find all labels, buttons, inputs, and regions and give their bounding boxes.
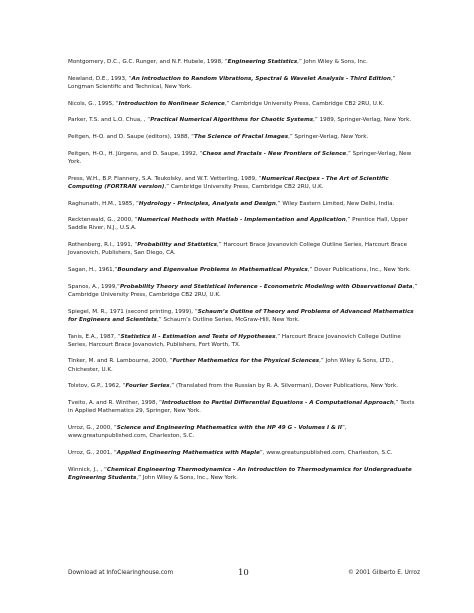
- reference-post: ,” Dover Publications, Inc., New York.: [307, 267, 411, 274]
- reference-title: Further Mathematics for the Physical Sciences: [172, 358, 320, 365]
- reference-title: Introduction to Partial Differential Equations - A Computational Approach: [161, 400, 394, 407]
- reference-entry: [68, 424, 420, 440]
- reference-post: ,” Springer-Verlag, New York.: [68, 150, 412, 165]
- reference-entry: [68, 333, 420, 349]
- reference-pre: Press, W.H., B.P. Flannery, S.A. Teukolsky, and W.T. Vetterling, 1989, “: [68, 175, 262, 182]
- reference-title: Hydrology - Principles, Analysis and Design: [138, 200, 276, 207]
- reference-entry: [68, 133, 420, 141]
- reference-title: Probability Theory and Statistical Inference - Econometric Modeling with Observational Data: [119, 283, 413, 290]
- reference-title: An Introduction to Random Vibrations, Spectral & Wavelet Analysis - Third Edition: [131, 75, 391, 82]
- reference-post: ,” Prentice Hall, Upper Saddle River, N.J., U.S.A.: [68, 217, 408, 232]
- reference-entry: [68, 283, 420, 299]
- reference-entry: [68, 58, 420, 66]
- reference-pre: Sagan, H., 1961,“: [68, 267, 118, 274]
- reference-entry: [68, 266, 420, 274]
- reference-entry: [68, 175, 420, 191]
- page-footer: [68, 568, 420, 580]
- reference-post: ,” Schaum’s Outline Series, McGraw-Hill, New York.: [156, 316, 300, 323]
- reference-post: ”, www.greatunpublished.com, Charleston, S.C.: [68, 424, 347, 440]
- reference-post: ,” Longman Scientific and Technical, New York.: [68, 75, 396, 90]
- reference-entry: [68, 308, 420, 324]
- reference-title: Introduction to Nonlinear Science: [118, 100, 225, 107]
- reference-entry: [68, 75, 420, 91]
- reference-title: Boundary and Eigenvalue Problems in Mathematical Physics: [117, 267, 308, 274]
- reference-entry: [68, 116, 420, 124]
- footer-copyright: © 2001 Gilberto E. Urroz: [348, 570, 420, 576]
- reference-post: ,” Texts in Applied Mathematics 29, Springer, New York.: [68, 400, 415, 415]
- reference-post: ,” Cambridge University Press, Cambridge CB2 2RU, U.K.: [68, 283, 418, 298]
- reference-entry: [68, 241, 420, 257]
- reference-pre: Winnick, J., , “: [68, 466, 107, 473]
- reference-post: ,” Wiley Eastern Limited, New Delhi, India.: [275, 200, 395, 207]
- reference-entry: [68, 200, 420, 208]
- reference-title: Science and Engineering Mathematics with the HP 49 G - Volumes I & II: [116, 424, 342, 431]
- reference-pre: Spiegel, M. R., 1971 (second printing, 1999), “: [68, 308, 198, 315]
- reference-title: Chaos and Fractals - New Frontiers of Science: [202, 150, 347, 157]
- reference-title: Fourier Series: [125, 383, 170, 390]
- reference-pre: Tanis, E.A., 1987, “: [68, 333, 121, 340]
- reference-pre: Rothenberg, R.I., 1991, “: [68, 242, 138, 249]
- reference-post: ,” (Translated from the Russian by R. A. Silverman), Dover Publications, New York.: [169, 383, 398, 390]
- reference-post: ”, www.greatunpublished.com, Charleston, S.C.: [259, 449, 393, 456]
- reference-entry: [68, 466, 420, 482]
- reference-post: ,” John Wiley & Sons, Inc.: [297, 59, 368, 65]
- reference-pre: Nicols, G., 1995, “: [68, 100, 119, 107]
- reference-pre: Tveito, A. and R. Winther, 1998, “: [68, 400, 162, 407]
- reference-pre: Urroz, G., 2000, “: [68, 424, 117, 431]
- reference-pre: Newland, D.E., 1993, “: [68, 75, 132, 82]
- reference-pre: Raghunath, H.M., 1985, “: [68, 200, 139, 207]
- reference-pre: Urroz, G., 2001, “: [68, 449, 117, 456]
- reference-title: Applied Engineering Mathematics with Maple: [116, 449, 260, 456]
- reference-post: ,” Springer-Verlag, New York.: [288, 134, 369, 141]
- reference-entry: [68, 216, 420, 232]
- reference-entry: [68, 449, 420, 457]
- reference-entry: [68, 150, 420, 166]
- reference-title: Schaum’s Outline of Theory and Problems of Advanced Mathematics for Engineers and Scientists: [68, 308, 414, 323]
- reference-post: ,” Harcourt Brace Jovanovich College Outline Series, Harcourt Brace Jovanovich, Publishers, San Diego, CA.: [68, 242, 408, 257]
- page-number: 10: [238, 568, 249, 578]
- reference-title: Numerical Methods with Matlab - Implementation and Application: [137, 217, 346, 224]
- reference-title: The Science of Fractal Images: [194, 134, 289, 141]
- reference-pre: Tolstov, G.P., 1962, “: [68, 383, 126, 390]
- reference-title: Practical Numerical Algorithms for Chaotic Systems: [150, 117, 314, 124]
- reference-entry: [68, 357, 420, 373]
- reference-entry: [68, 399, 420, 415]
- reference-post: ,” Harcourt Brace Jovanovich College Outline Series, Harcourt Brace Jovanovich, Publishers, Fort Worth, TX.: [68, 333, 401, 348]
- reference-title: Statistics II - Estimation and Tests of Hypotheses: [120, 333, 276, 340]
- reference-post: ,” Cambridge University Press, Cambridge CB2 2RU, U.K.: [224, 100, 385, 107]
- reference-pre: Peitgen, H-O. and D. Saupe (editors), 1988, “: [68, 134, 195, 141]
- reference-entry: [68, 100, 420, 108]
- reference-pre: Tinker, M. and R. Lambourne, 2000, “: [68, 358, 173, 365]
- reference-post: ,” John Wiley & Sons, LTD., Chichester, U.K.: [68, 358, 394, 373]
- reference-title: Numerical Recipes - The Art of Scientific Computing (FORTRAN version): [68, 175, 389, 190]
- reference-entry: [68, 382, 420, 390]
- reference-list: [68, 58, 420, 491]
- reference-title: Engineering Statistics: [227, 59, 298, 65]
- reference-pre: Spanos, A., 1999,“: [68, 283, 120, 290]
- reference-pre: Peitgen, H-O., H. Jürgens, and D. Saupe, 1992, “: [68, 150, 203, 157]
- footer-source: Download at InfoClearinghouse.com: [68, 570, 174, 576]
- reference-title: Probability and Statistics: [137, 242, 217, 249]
- reference-post: ,” John Wiley & Sons, Inc., New York.: [136, 474, 238, 481]
- reference-pre: Montgomery, D.C., G.C. Runger, and N.F. Hubele, 1998, “: [68, 59, 228, 65]
- reference-pre: Parker, T.S. and L.O. Chua, , “: [68, 117, 151, 124]
- reference-pre: Recktenwald, G., 2000, “: [68, 217, 138, 224]
- reference-post: ,” 1989, Springer-Verlag, New York.: [313, 117, 412, 124]
- reference-title: Chemical Engineering Thermodynamics - An Introduction to Thermodynamics for Undergraduate Engineering Students: [68, 466, 412, 481]
- reference-post: ,” Cambridge University Press, Cambridge CB2 2RU, U.K.: [164, 183, 324, 190]
